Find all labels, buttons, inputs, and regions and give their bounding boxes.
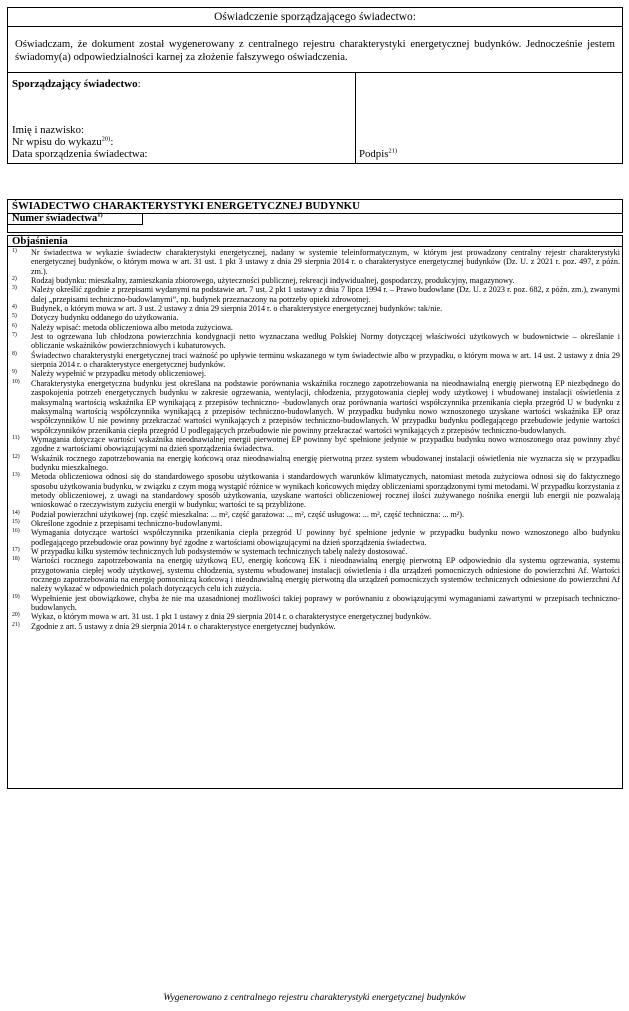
explanation-item <box>12 323 620 332</box>
declaration-header: Oświadczenie sporządzającego świadectwo: <box>8 8 622 27</box>
preparer-grid <box>8 72 622 163</box>
explanations-box <box>7 235 623 789</box>
explanation-item <box>12 304 620 313</box>
explanation-number: 12) <box>12 453 20 460</box>
explanation-text: Świadectwo charakterystyki energetycznej traci ważność po upływie terminu wskazanego w tym świadectwie albo w przypadku, o którym mowa w art. 14 ust. 2 ustawy z dnia 29 sierpnia 2014 r. o charakterystyce energetycznej budynków. <box>31 350 620 370</box>
declaration-box <box>7 7 623 164</box>
explanations-title: Objaśnienia <box>8 236 622 247</box>
explanation-item <box>12 622 620 631</box>
explanation-number: 17) <box>12 547 20 553</box>
explanation-text: Należy wypełnić w przypadku metody obliczeniowej. <box>31 369 207 379</box>
explanation-number: 18) <box>12 556 20 563</box>
explanation-item <box>12 248 620 276</box>
explanation-number: 5) <box>12 313 17 320</box>
preparer-details-cell <box>8 73 356 163</box>
explanation-number: 20) <box>12 612 20 619</box>
signature-label: Podpis$^{21)}$ <box>359 147 398 160</box>
declaration-text: Oświadczam, że dokument został wygenerowany z centralnego rejestru charakterystyki energetycznej budynków. Jednocześnie jestem świadomy(a) odpowiedzialności karnej za złożenie fałszywego oświadczenia. <box>15 38 615 63</box>
explanation-text: Należy wpisać: metoda obliczeniowa albo metoda zużyciowa. <box>31 322 233 332</box>
certificate-header-box <box>7 199 623 233</box>
explanation-item <box>12 510 620 519</box>
explanation-number: 10) <box>12 378 20 385</box>
preparer-fields <box>12 124 148 160</box>
explanation-number: 14) <box>12 509 20 516</box>
explanation-item <box>12 276 620 285</box>
explanation-text: Podział powierzchni użytkowej (np. część mieszkalna: ... m², część garażowa: ... m², część usługowa: ... m², część techniczna: ... m²). <box>31 509 464 519</box>
explanation-text: Wartości rocznego zapotrzebowania na energię użytkową EU, energię końcową EK i nieodnawialną energię pierwotną EP odpowiednio dla systemu ogrzewania, systemu przygotowania ciepłej wody użytkowej, systemu chłodzenia, systemu wbudowanej instalacji oświetlenia i dla urządzeń pomocniczych odniesione do powierzchni Af. Wartości rocznego zapotrzebowania na energię pomocniczą końcową i nieodnawialną energię pierwotną dla urządzeń pomocniczych systemów technicznych odniesione do powierzchni Af należy wykazać w odpowiednich polach dotyczących celu ich zużycia. <box>31 556 620 594</box>
explanation-number: 9) <box>12 369 17 376</box>
explanation-item <box>12 454 620 473</box>
explanation-item <box>12 594 620 613</box>
signature-cell <box>355 73 622 163</box>
explanation-text: Wypełnienie jest obowiązkowe, chyba że nie ma uzasadnionej możliwości takiej poprawy w porównaniu z obowiązującymi wymaganiami zawartymi w przepisach techniczno-budowlanych. <box>31 593 620 613</box>
preparer-label: Sporządzający świadectwo: <box>12 78 141 90</box>
explanation-item <box>12 379 620 435</box>
explanation-item <box>12 556 620 593</box>
certificate-number-label: Numer świadectwa$^{1)}$ <box>8 214 143 225</box>
explanation-number: 1) <box>12 248 17 254</box>
explanation-text: Charakterystyka energetyczna budynku jest określana na podstawie porównania wskaźnika rocznego zapotrzebowania na nieodnawialną energię pierwotną EP niezbędnego do zaspokojenia potrzeb energetycznych budynku w zakresie ogrzewania, wentylacji, chłodzenia, przygotowania ciepłej wody użytkowej i wbudowanej instalacji oświetlenia z maksymalną wartością wskaźnika EP wynikającą z przepisów techniczno- -budowlanych oraz porównania wartości współczynnika przenikania ciepła przegród U w budynku z maksymalną wartością współczynnika wynikającą z przepisów techniczno-budowlanych. W przypadku budynku nowo wznoszonego uzyskane wartości wskaźnika EP oraz współczynników U nie powinny przekraczać wartości wynikających z przepisów techniczno-budowlanych. W przypadku budynku podlegającego przebudowie jedynie wartości współczynników przenikania ciepła przegród U podlegających przebudowie nie powinny przekraczać wartości wynikających z przepisów techniczno-budowlanych. <box>31 378 620 435</box>
explanation-item <box>12 313 620 322</box>
explanation-number: 7) <box>12 332 17 339</box>
explanation-number: 16) <box>12 528 20 535</box>
explanation-item <box>12 472 620 509</box>
explanation-item <box>12 612 620 621</box>
explanation-text: Zgodnie z art. 5 ustawy z dnia 29 sierpnia 2014 r. o charakterystyce energetycznej budynków. <box>31 621 336 631</box>
explanation-item <box>12 369 620 378</box>
explanation-text: Rodzaj budynku: mieszkalny, zamieszkania zbiorowego, użyteczności publicznej, rekreacji indywidualnej, gospodarczy, produkcyjny, magazynowy. <box>31 276 515 286</box>
explanation-text: Określone zgodnie z przepisami techniczno-budowlanymi. <box>31 518 223 528</box>
explanation-number: 21) <box>12 621 20 628</box>
explanation-item <box>12 351 620 370</box>
explanation-number: 15) <box>12 518 20 525</box>
explanation-text: Dotyczy budynku oddanego do użytkowania. <box>31 313 179 323</box>
explanation-text: Wykaz, o którym mowa w art. 31 ust. 1 pkt 1 ustawy z dnia 29 sierpnia 2014 r. o charakterystyce energetycznej budynków. <box>31 612 432 622</box>
explanation-text: Jest to ogrzewana lub chłodzona powierzchnia kondygnacji netto wyznaczana według Polskiej Normy dotyczącej właściwości użytkowych w budownictwie – określanie i obliczanie wskaźników powierzchniowych i kubaturowych. <box>31 332 620 351</box>
certificate-title: ŚWIADECTWO CHARAKTERYSTYKI ENERGETYCZNEJ BUDYNKU <box>8 200 622 214</box>
generated-footer: Wygenerowano z centralnego rejestru charakterystyki energetycznej budynków <box>163 992 466 1003</box>
explanation-item <box>12 285 620 304</box>
explanation-text: Nr świadectwa w wykazie świadectw charakterystyki energetycznej, nadany w systemie teleinformatycznym, w którym jest prowadzony centralny rejestr charakterystyki energetycznej budynków, o którym mowa w art. 31 ust. 1 pkt 3 ustawy z dnia 29 sierpnia 2014 r. o charakterystyce energetycznej budynków (Dz. U. z 2021 r. poz. 497, z późn. zm.). <box>31 248 620 276</box>
explanations-list <box>8 247 622 631</box>
explanation-item <box>12 528 620 547</box>
explanation-text: Metoda obliczeniowa odnosi się do standardowego sposobu użytkowania i standardowych warunków klimatycznych, natomiast metoda zużyciowa odnosi się do faktycznego sposobu użytkowania budynku, w związku z czym mogą wystąpić różnice w wynikach końcowych między obliczeniami sporządzonymi tymi metodami. W przypadku korzystania z metody obliczeniowej, z uwagi na standardowy sposób użytkowania, uzyskane wartości obliczeniowej rocznej ilości zużywanego nośnika energii lub energii nie pozwalają wnioskować o rzeczywistym zużyciu energii w budynku; wartości te są przybliżone. <box>31 472 620 510</box>
explanation-text: Należy określić zgodnie z przepisami wydanymi na podstawie art. 7 ust. 2 pkt 1 ustawy z dnia 7 lipca 1994 r. – Prawo budowlane (Dz. U. z 2023 r. poz. 682, z późn. zm.), zwanymi dalej „przepisami techniczno-budowlanymi”, np. budynek przeznaczony na potrzeby opieki zdrowotnej. <box>31 285 620 304</box>
explanation-text: Wskaźnik rocznego zapotrzebowania na energię końcową oraz nieodnawialną energię pierwotną przez system wbudowanej instalacji oświetlenia nie wyznacza się w przypadku budynku mieszkalnego. <box>31 453 620 472</box>
explanation-item <box>12 332 620 351</box>
explanation-item <box>12 435 620 454</box>
date-label: Data sporządzenia świadectwa: <box>12 148 148 160</box>
explanation-text: Budynek, o którym mowa w art. 3 ust. 2 ustawy z dnia 29 sierpnia 2014 r. o charakterystyce energetycznej budynków: tak/nie. <box>31 304 443 314</box>
explanation-number: 2) <box>12 276 17 283</box>
explanation-number: 13) <box>12 472 20 479</box>
explanation-number: 4) <box>12 304 17 311</box>
explanation-item <box>12 519 620 528</box>
explanation-text: Wymagania dotyczące wartości współczynnika przenikania ciepła przegród U powinny być spełnione jedynie w przypadku budynku nowo wznoszonego albo budynku podlegającego przebudowie oraz powinny być zgodne z wartościami obowiązującymi na dzień sporządzenia świadectwa. <box>31 528 620 547</box>
explanation-item <box>12 547 620 556</box>
explanation-number: 8) <box>12 350 17 357</box>
explanation-number: 3) <box>12 285 17 292</box>
explanation-text: Wymagania dotyczące wartości wskaźnika nieodnawialnej energii pierwotnej EP powinny być spełnione jedynie w przypadku budynku nowo wznoszonego oraz powinny zbyć zgodne z wartościami obowiązującymi na dzień sporządzenia świadectwa. <box>31 434 620 454</box>
register-label: Nr wpisu do wykazu$^{20)}$: <box>12 135 114 148</box>
name-label: Imię i nazwisko: <box>12 124 84 136</box>
explanation-number: 6) <box>12 322 17 329</box>
explanation-text: W przypadku kilku systemów technicznych lub podsystemów w systemach technicznych tabelę należy dostosować. <box>31 547 408 556</box>
explanation-number: 19) <box>12 593 20 600</box>
explanation-number: 11) <box>12 434 20 441</box>
